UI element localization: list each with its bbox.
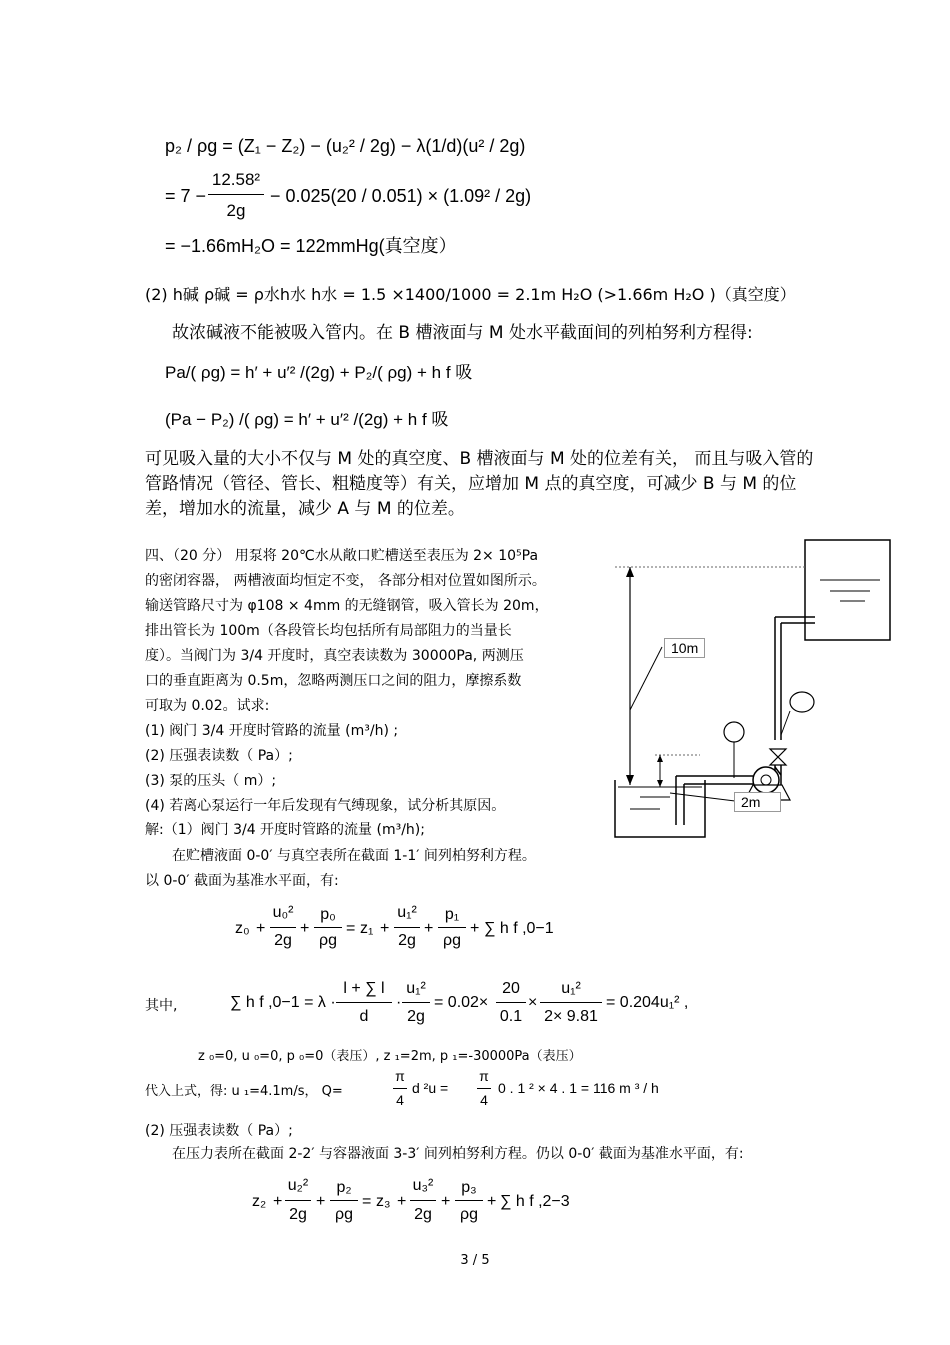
bern2-plus: + [441,1193,451,1210]
hf-frac1-num: l + ∑ l [343,980,385,997]
subst-pi: π [395,1068,405,1084]
part2-head: (2) 压强表读数（ Pa）; [145,1123,293,1139]
hf-mid: = 0.02× [434,994,489,1011]
conditions: z ₀=0, u ₀=0, p ₀=0（表压）, z ₁=2m, p ₁=-30000Pa（表压） [198,1049,582,1064]
bern2-2g: 2g [289,1206,307,1223]
bern2-plus: + [487,1193,497,1210]
problem4-line: 口的垂直距离为 0.5m，忽略两测压口之间的阻力，摩擦系数 [145,673,522,689]
bern1-plus: + [380,920,390,937]
where-label: 其中, [145,998,178,1014]
pressure-gauge-icon [790,692,814,712]
bern1-plus: + [470,920,480,937]
part2-line2: 故浓碱液不能被吸入管内。在 B 槽液面与 M 处水平截面间的列柏努利方程得: [172,323,753,343]
bern1-plus: + [424,920,434,937]
bern1-plus: + [300,920,310,937]
part2-eq2: (Pa − P₂) /( ρg) = h′ + u′² /(2g) + h f 吸 [165,410,449,429]
eq-line2-prefix: = 7 − [165,186,207,206]
bern1-u1: u₁² [397,904,417,921]
solution-intro2: 以 0-0′ 截面为基准水平面，有: [145,873,339,889]
subst-four-2: 4 [480,1092,488,1108]
hf-dot: · [396,994,402,1011]
bern2-u3: u₃² [412,1177,434,1194]
subst-pi-2: π [479,1068,489,1084]
problem4-line: 可取为 0.02。试求: [145,698,270,714]
bern1-z0: z₀ [235,920,250,937]
hf-frac1-den: d [359,1008,369,1025]
eq-line2-num: 12.58² [211,170,261,189]
bern2-rhog: ρg [335,1206,353,1223]
hf-frac2-den: 2g [407,1008,425,1025]
bern1-2g: 2g [398,932,416,949]
bern2-plus: + [273,1193,283,1210]
hf-times: × [528,994,538,1011]
eq-line2-den: 2g [226,201,246,220]
figure-label-2m: 2m [734,792,781,812]
bern2-p3: p₃ [461,1179,477,1196]
part2-para-line: 差，增加水的流量，减少 A 与 M 的位差。 [145,499,465,519]
bern1-2g: 2g [274,932,292,949]
bern2-z3: z₃ [376,1193,391,1210]
problem4-line: 解:（1）阀门 3/4 开度时管路的流量 (m³/h); [145,822,425,838]
bern1-plus: + [256,920,266,937]
eq-line2-suffix: − 0.025(20 / 0.051) × (1.09² / 2g) [270,186,532,206]
problem4-line: 排出管长为 100m（各段管长均包括所有局部阻力的当量长 [145,623,512,639]
bern1-z1: z₁ [360,920,374,937]
bern1-rhog: ρg [443,932,461,949]
problem4-line: (2) 压强表读数（ Pa）; [145,748,293,764]
subst-prefix: 代入上式，得: u ₁=4.1m/s， Q= [145,1084,343,1099]
bern1-p1: p₁ [444,906,460,923]
problem4-line: 四、（20 分） 用泵将 20℃水从敞口贮槽送至表压为 2× 10⁵Pa [145,548,539,564]
bern1-u0: u₀² [272,904,294,921]
part2-intro: 在压力表所在截面 2-2′ 与容器液面 3-3′ 间列柏努利方程。仍以 0-0′ 截面为基准水平面，有: [172,1146,744,1162]
bern2-u2: u₂² [287,1177,309,1194]
hf-lhs: ∑ h f ,0−1 = λ · [230,994,336,1011]
problem4-line: (3) 泵的压头（ m）; [145,773,277,789]
bern2-p2: p₂ [336,1179,352,1196]
bern2-sum: ∑ h f ,2−3 [500,1193,570,1210]
part2-eq1: Pa/( ρg) = h′ + u′² /(2g) + P₂/( ρg) + h f 吸 [165,363,473,382]
bern2-rhog: ρg [460,1206,478,1223]
part2-line1: (2) h碱 ρ碱 = ρ水h水 h水 = 1.5 ×1400/1000 = 2.1m H₂O (>1.66m H₂O )（真空度） [145,285,796,304]
hf-frac2-num: u₁² [406,980,426,997]
figure-label-10m: 10m [664,638,705,658]
bern1-eq: = [346,920,356,937]
bern2-eq: = [362,1193,372,1210]
bern2-2g: 2g [414,1206,432,1223]
subst-end: 0 . 1 ² × 4 . 1 = 116 m ³ / h [498,1080,659,1096]
bern2-z2: z₂ [252,1193,267,1210]
bern1-p0: p₀ [320,906,336,923]
part2-para-line: 可见吸入量的大小不仅与 M 处的真空度、B 槽液面与 M 处的位差有关， 而且与吸入管的 [145,449,814,469]
valve-icon [770,749,786,757]
bern1-rhog: ρg [319,932,337,949]
closed-container [805,540,890,640]
hf-result: = 0.204u₁² , [606,994,689,1011]
subst-four: 4 [396,1092,404,1108]
hf-frac3-num: 20 [502,980,520,997]
problem4-line: 输送管路尺寸为 φ108 × 4mm 的无缝钢管，吸入管长为 20m， [145,598,549,614]
fraction-bar [208,194,264,195]
page-number: 3 / 5 [460,1253,490,1268]
hf-frac3-den: 0.1 [499,1008,523,1025]
part2-para-line: 管路情况（管径、管长、粗糙度等）有关，应增加 M 点的真空度，可减少 B 与 M 的位 [145,474,797,494]
solution-intro1: 在贮槽液面 0-0′ 与真空表所在截面 1-1′ 间列柏努利方程。 [172,848,536,864]
problem4-line: 度）。当阀门为 3/4 开度时，真空表读数为 30000Pa, 两测压 [145,648,524,664]
bern2-plus: + [316,1193,326,1210]
bern2-plus: + [397,1193,407,1210]
hf-frac4-num: u₁² [561,980,581,997]
eq-p2-over-rhog: p₂ / ρg = (Z₁ − Z₂) − (u₂² / 2g) − λ(1/d)(u² / 2g) [165,136,526,156]
hf-frac4-den: 2× 9.81 [544,1008,598,1025]
subst-mid: d ²u = [412,1080,449,1096]
eq-line3: = −1.66mH₂O = 122mmHg(真空度） [165,236,457,256]
vacuum-gauge-icon [724,722,744,742]
problem4-line: (1) 阀门 3/4 开度时管路的流量 (m³/h) ; [145,723,399,739]
problem4-line: 的密闭容器， 两槽液面均恒定不变， 各部分相对位置如图所示。 [145,573,546,589]
bern1-sum: ∑ h f ,0−1 [484,920,554,937]
problem4-line: (4) 若离心泵运行一年后发现有气缚现象，试分析其原因。 [145,798,506,814]
